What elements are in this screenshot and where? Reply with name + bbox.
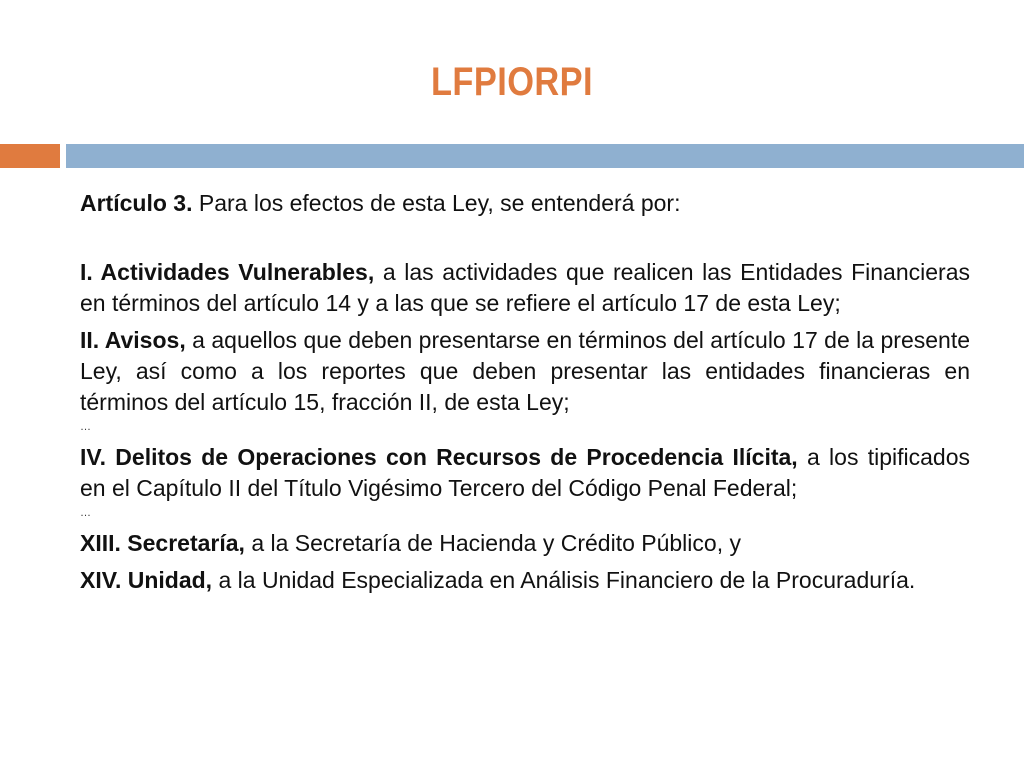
accent-bar-right: [66, 144, 1024, 168]
omission-ellipsis: …: [80, 421, 91, 433]
article-heading: [80, 188, 970, 219]
definition-text: a la Unidad Especializada en Análisis Financiero de la Procuraduría.: [212, 567, 916, 593]
definition-term: XIV. Unidad,: [80, 567, 213, 593]
definition-item-xiii: [80, 528, 970, 559]
article-heading-bold: Artículo 3.: [80, 190, 193, 216]
omission-ellipsis: …: [80, 507, 91, 519]
definition-text: a aquellos que deben presentarse en términos del artículo 17 de la presente Ley, así como a los reportes que deben presentar las entidades financieras en términos del artículo 15, fracción II, de esta Ley;: [80, 327, 971, 415]
definition-term: II. Avisos,: [80, 327, 186, 353]
slide-title: LFPIORPI: [430, 60, 594, 104]
slide-body: [80, 188, 970, 602]
definition-item-xiv: [80, 565, 970, 596]
article-heading-text: Para los efectos de esta Ley, se entenderá por:: [192, 190, 681, 216]
accent-bar-left: [0, 144, 60, 168]
definition-item-i: [80, 257, 970, 319]
definition-item-ii: [80, 325, 970, 418]
definition-term: XIII. Secretaría,: [80, 530, 245, 556]
definition-term: I. Actividades Vulnerables,: [80, 259, 375, 285]
definition-text: a las actividades que realicen las Entidades Financieras en términos del artículo 14 y a las que se refiere el artículo 17 de esta Ley;: [80, 259, 970, 316]
definition-text: a los tipificados en el Capítulo II del Título Vigésimo Tercero del Código Penal Federal;: [80, 444, 971, 501]
definition-term: IV. Delitos de Operaciones con Recursos de Procedencia Ilícita,: [80, 444, 798, 470]
definition-item-iv: [80, 442, 970, 504]
definition-text: a la Secretaría de Hacienda y Crédito Público, y: [244, 530, 741, 556]
